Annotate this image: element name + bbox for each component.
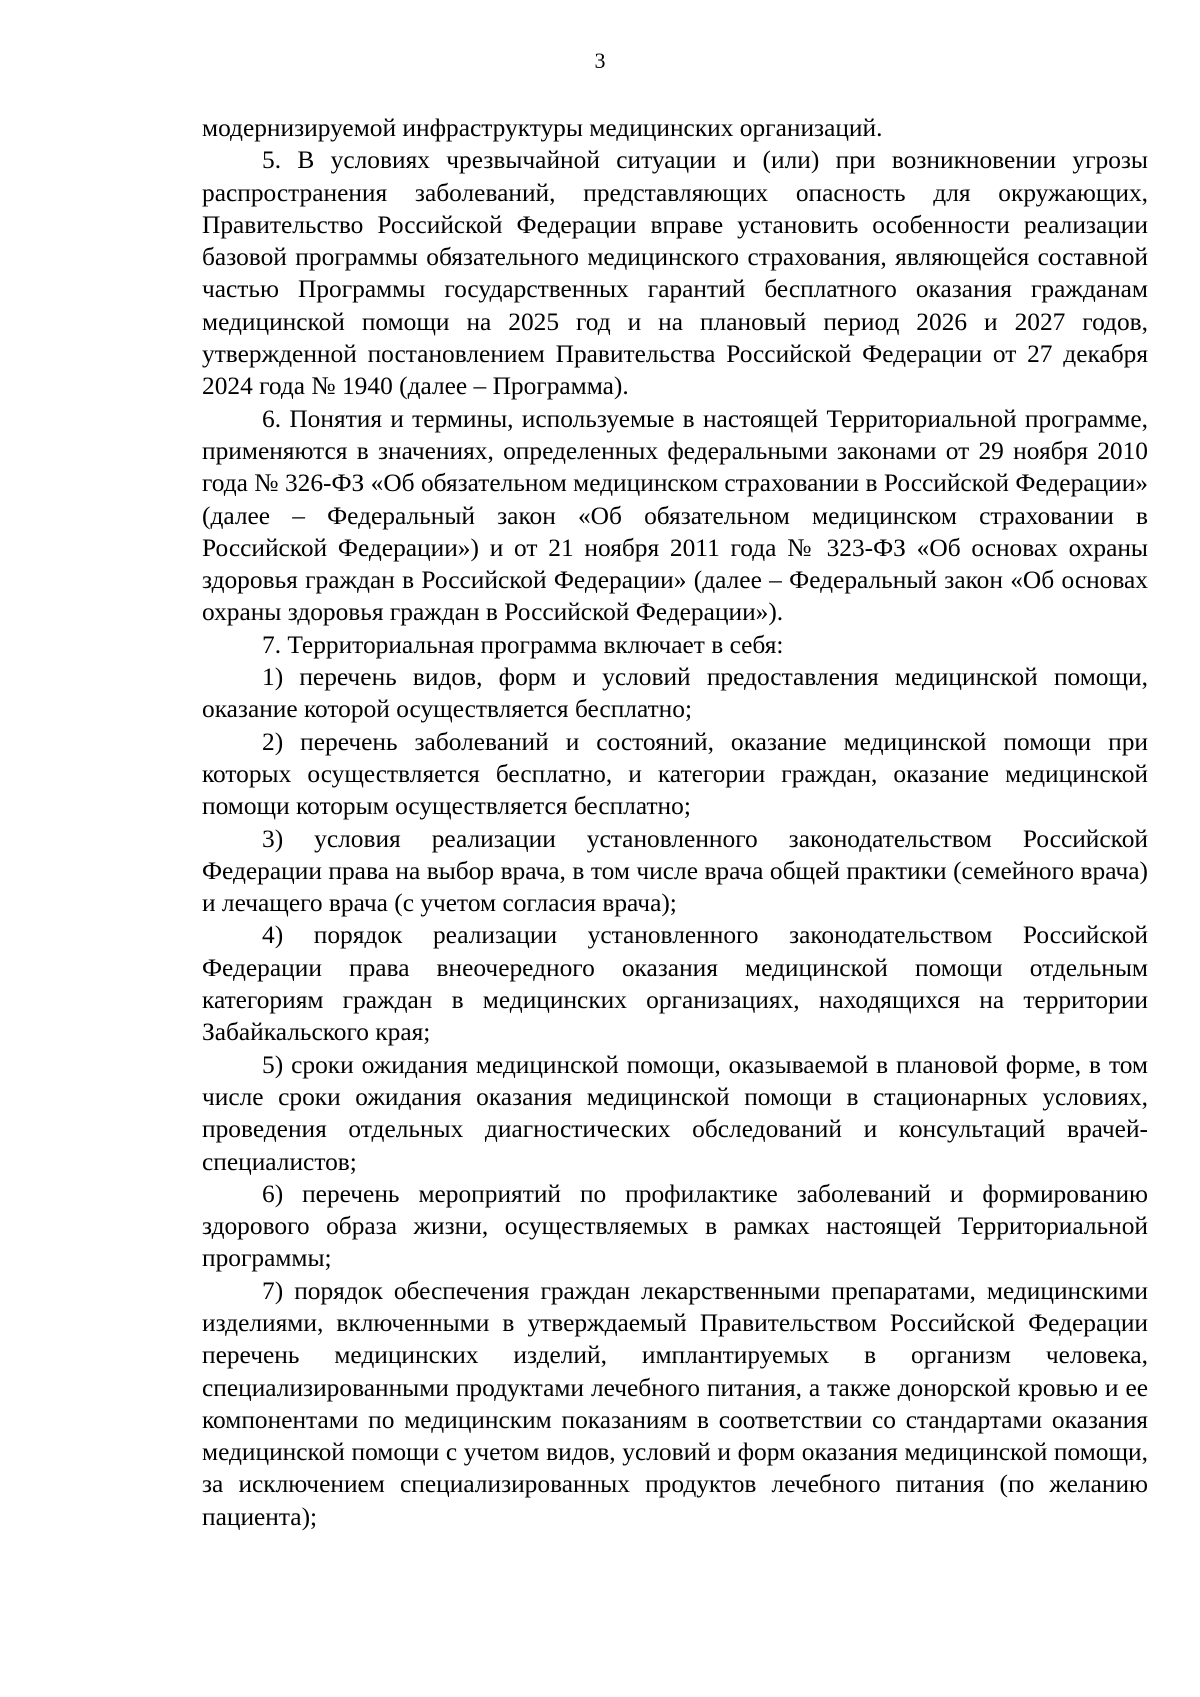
- list-item-2: 2) перечень заболеваний и состояний, оказание медицинской помощи при которых осуществляется бесплатно, и категории граждан, оказание медицинской помощи которым осуществляется бесплатно;: [202, 727, 1148, 821]
- document-body: [202, 112, 1148, 1533]
- list-item-6: 6) перечень мероприятий по профилактике заболеваний и формированию здорового образа жизни, осуществляемых в рамках настоящей Территориальной программы;: [202, 1179, 1148, 1273]
- page-number: 3: [594, 48, 606, 73]
- paragraph-continuation: модернизируемой инфраструктуры медицинских организаций.: [202, 114, 883, 142]
- list-item-7: 7) порядок обеспечения граждан лекарственными препаратами, медицинскими изделиями, включенными в утверждаемый Правительством Российской Федерации перечень медицинских изделий, имплантируемых в организм человека, специализированными продуктами лечебного питания, а также донорской кровью и ее компонентами по медицинским показаниям в соответствии со стандартами оказания медицинской помощи с учетом видов, условий и форм оказания медицинской помощи, за исключением специализированных продуктов лечебного питания (по желанию пациента);: [202, 1276, 1148, 1531]
- list-item-4: 4) порядок реализации установленного законодательством Российской Федерации права внеочередного оказания медицинской помощи отдельным категориям граждан в медицинских организациях, находящихся на территории Забайкальского края;: [202, 921, 1148, 1047]
- paragraph-item-6: 6. Понятия и термины, используемые в настоящей Территориальной программе, применяются в значениях, определенных федеральными законами от 29 ноября 2010 года № 326-ФЗ «Об обязательном медицинском страховании в Российской Федерации» (далее – Федеральный закон «Об обязательном медицинском страховании в Российской Федерации») и от 21 ноября 2011 года № 323-ФЗ «Об основах охраны здоровья граждан в Российской Федерации» (далее – Федеральный закон «Об основах охраны здоровья граждан в Российской Федерации»).: [202, 404, 1148, 627]
- paragraph-item-7: 7. Территориальная программа включает в себя:: [262, 630, 784, 659]
- list-item-5: 5) сроки ожидания медицинской помощи, оказываемой в плановой форме, в том числе сроки ожидания оказания медицинской помощи в стационарных условиях, проведения отдельных диагностических обследований и консультаций врачей-специалистов;: [202, 1050, 1148, 1176]
- list-item-1: 1) перечень видов, форм и условий предоставления медицинской помощи, оказание которой осуществляется бесплатно;: [202, 663, 1148, 724]
- paragraph-item-5: 5. В условиях чрезвычайной ситуации и (или) при возникновении угрозы распространения заболеваний, представляющих опасность для окружающих, Правительство Российской Федерации вправе установить особенности реализации базовой программы обязательного медицинского страхования, являющейся составной частью Программы государственных гарантий бесплатного оказания гражданам медицинской помощи на 2025 год и на плановый период 2026 и 2027 годов, утвержденной постановлением Правительства Российской Федерации от 27 декабря 2024 года № 1940 (далее – Программа).: [202, 146, 1148, 401]
- list-item-3: 3) условия реализации установленного законодательством Российской Федерации права на выбор врача, в том числе врача общей практики (семейного врача) и лечащего врача (с учетом согласия врача);: [202, 824, 1148, 918]
